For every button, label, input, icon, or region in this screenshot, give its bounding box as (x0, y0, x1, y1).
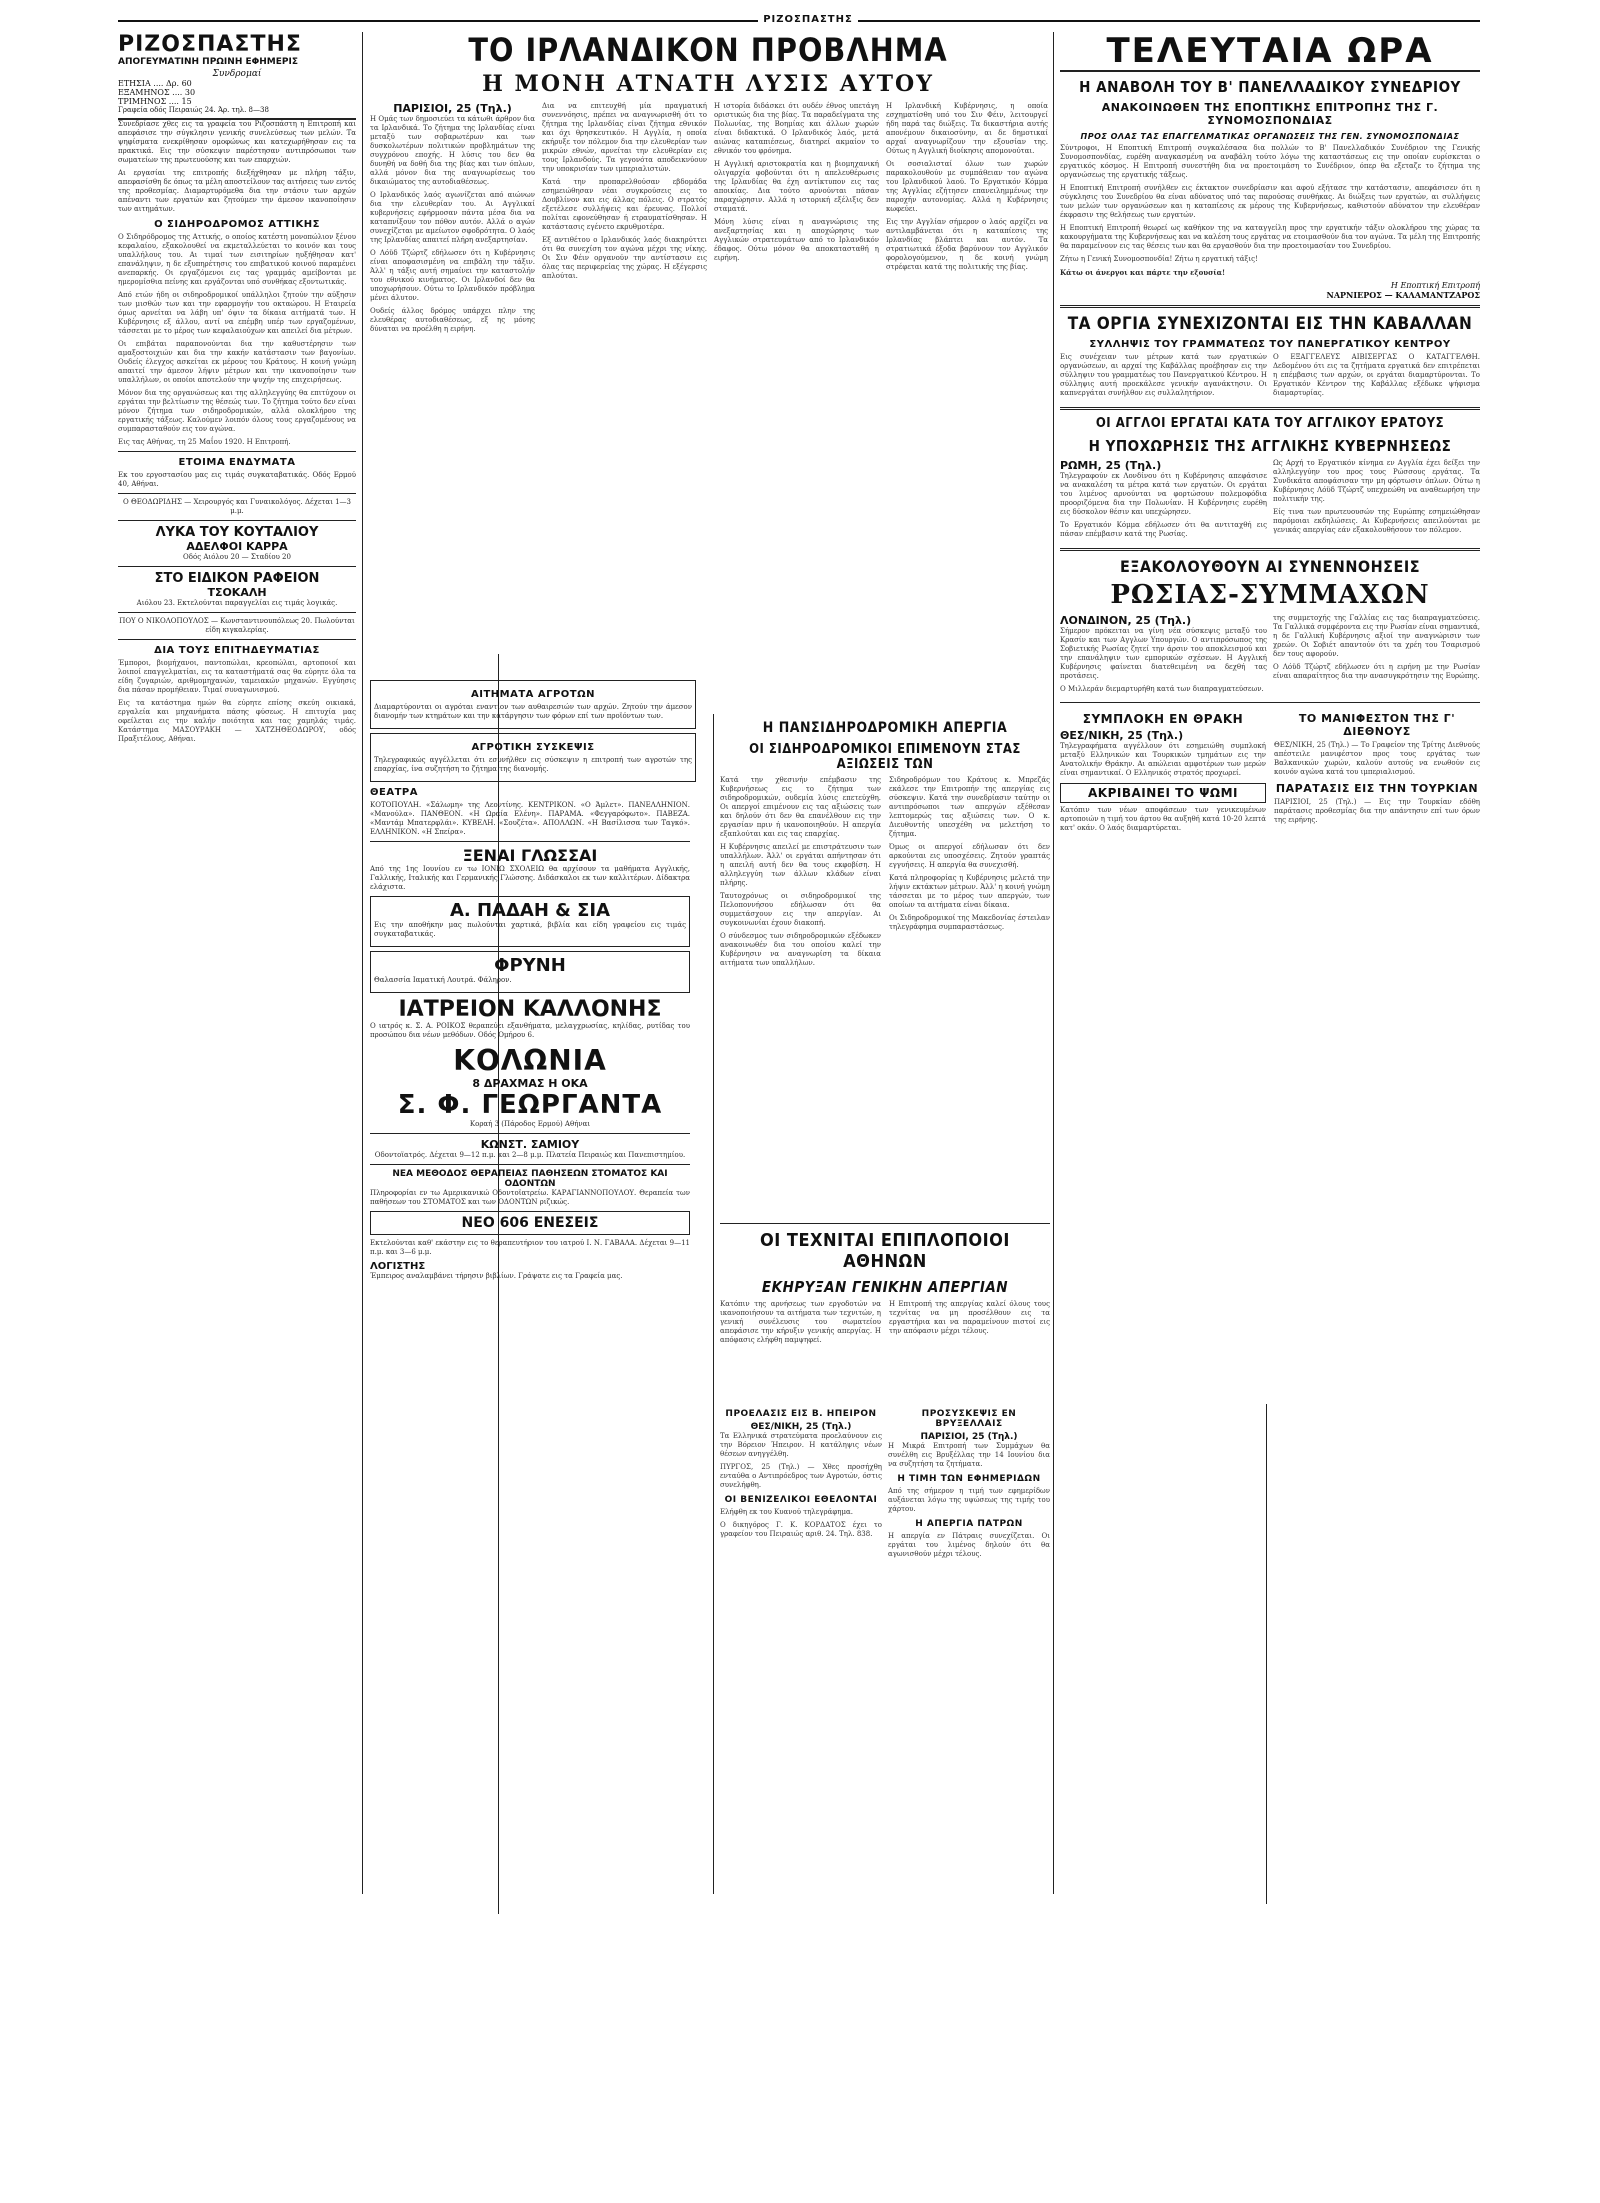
article-body: Ο Λόϋδ Τζώρτζ εδήλωσεν ότι η Κυβέρνησις είναι αποφασισμένη να επιβάλη την τάξιν. Άλλ' η τάξις αυτή σημαίνει την καταστολήν του εθνικού κινήματος. Οι Ιρλανδοί δεν θα υποχωρήσουν. Ούτω το Ιρλανδικόν πρόβλημα μένει άλυτον. (370, 249, 535, 302)
article-body: Ζήτω η Γενική Συνομοσπονδία! Ζήτω η εργατική τάξις! (1060, 255, 1258, 263)
article-body: Τηλεγραφήματα αγγέλλουν ότι εσημειώθη συμπλοκή μεταξύ Ελληνικών και Τουρκικών τμημάτων εις την Ανατολικήν Θράκην. Αι απώλειαι αμφοτέρων των μερών είναι σημαντικαί. Ο Ελληνικός στρατός προχωρεί. (1060, 742, 1266, 777)
lawyer-notice: Ο δικηγόρος Γ. Κ. ΚΟΡΔΑΤΟΣ έχει το γραφείον του Πειραιώς αριθ. 24. Τηλ. 838. (720, 1521, 882, 1538)
article-body: Ο Σιδηρόδρομος της Αττικής, ο οποίος κατέστη μονοπώλιον ξένου κεφαλαίου, εξακολουθεί να εκμεταλλεύεται το κοινόν και τους υπαλλήλους του. Αι τιμαί των εισιτηρίων ηυξήθησαν κατ' επανάληψιν, η δε εξυπηρέτησις του επιβατικού κοινού παραμένει ανεπαρκής. Οι εργαζόμενοι εις τας γραμμάς αμείβονται με ημερομίσθια πείνης και εργάζονται υπό συνθήκας εξοντωτικάς. (118, 233, 356, 286)
section-heading: Η ΑΠΕΡΓΙΑ ΠΑΤΡΩΝ (915, 1519, 1023, 1529)
article-column (1273, 459, 1480, 543)
dateline: ΡΩΜΗ, 25 (Τηλ.) (1060, 459, 1162, 472)
ad-body: Εκ του εργοστασίου μας εις τιμάς συγκαταβατικάς. Οδός Ερμού 40, Αθήναι. (118, 471, 356, 488)
section-heading: ΕΞΑΚΟΛΟΥΘΟΥΝ ΑΙ ΣΥΝΕΝΝΟΗΣΕΙΣ (1119, 557, 1421, 576)
section-heading: ΑΙΤΗΜΑΤΑ ΑΓΡΟΤΩΝ (470, 689, 595, 700)
article-body: Ως Αρχή το Εργατικόν κίνημα εν Αγγλία έχει δείξει την αλληλεγγύην του προς τους Ρώσσους εργάτας. Τα Συνδικάτα αποφάσισαν την μη φόρτωσιν όπλων. Ούτω η Κυβέρνησις Λόϋδ Τζώρτζ υπεχρεώθη να αναθεωρήση την πολιτικήν της. (1273, 459, 1480, 503)
divider (118, 612, 356, 613)
divider (118, 451, 356, 452)
ad-title: ΝΕΑ ΜΕΘΟΔΟΣ ΘΕΡΑΠΕΙΑΣ ΠΑΘΗΣΕΩΝ ΣΤΟΜΑΤΟΣ ΚΑΙ ΟΔΟΝΤΩΝ (392, 1169, 668, 1189)
main-subhead-block (370, 72, 1046, 98)
article-body: Έμποροι, βιομήχανοι, παντοπώλαι, κρεοπώλαι, αρτοποιοί και λοιποί επαγγελματίαι, εις τα καταστήματά σας θα εύρητε όλα τα είδη ζυγαριών, αριθμομηχανών, ταμειακών μηχανών. Εγγύησις δια πάσαν προμήθειαν. Τιμαί συναγωνισμού. (118, 659, 356, 694)
signoff: Κάτω οι άνεργοι και πάρτε την εξουσία! (1060, 268, 1226, 277)
dateline: ΘΕΣ/ΝΙΚΗ, 25 (Τηλ.) (1060, 729, 1184, 742)
subscription-line: ΤΡΙΜΗΝΟΣ .... 15 (118, 97, 192, 106)
article-column (1060, 459, 1267, 543)
divider (370, 841, 690, 842)
ad-box (370, 1211, 690, 1235)
section-heading: ΠΡΟΕΛΑΣΙΣ ΕΙΣ Β. ΗΠΕΙΡΟΝ (725, 1409, 877, 1419)
divider (118, 493, 356, 494)
divider (118, 520, 356, 521)
ad-body: Κοραή 3 (Πάροδος Ερμού) Αθήναι (469, 1120, 591, 1128)
section-heading: ΟΙ ΒΕΝΙΖΕΛΙΚΟΙ ΕΘΕΛΟΝΤΑΙ (724, 1495, 878, 1505)
article-body: Ουδείς άλλος δρόμος υπάρχει πλην της ελευθέρας αυτοδιαθέσεως, εξ ης μόνης δύναται να προέλθη η ειρήνη. (370, 307, 535, 333)
article-body: Κατά πληροφορίας η Κυβέρνησις μελετά την λήψιν εκτάκτων μέτρων. Άλλ' η κοινή γνώμη τάσσεται με το μέρος των απεργών, των οποίων τα αιτήματα είναι δίκαια. (889, 874, 1050, 909)
article-column (888, 1404, 1050, 1563)
main-subhead: Η ΜΟΝΗ ΑΤΝΑΤΗ ΛΥΣΙΣ ΑΥΤΟΥ (482, 71, 934, 97)
article-body: Οι σοσιαλισταί όλων των χωρών παρακολουθούν με συμπάθειαν τον αγώνα του Ιρλανδικού λαού. Το Εργατικόν Κόμμα της Αγγλίας εζήτησεν επανειλημμένως την παροχήν αυτονομίας. Αλλά η Κυβέρνησις κωφεύει. (886, 160, 1048, 213)
section-heading: ΟΙ ΑΓΓΛΟΙ ΕΡΓΑΤΑΙ ΚΑΤΑ ΤΟΥ ΑΓΓΛΙΚΟΥ ΕΡΑΤΟΥΣ (1095, 416, 1445, 431)
article-body: Η Μικρά Επιτροπή των Συμμάχων θα συνέλθη εις Βρυξέλλας την 14 Ιουνίου δια να συζητήση τα ζητήματα. (888, 1442, 1050, 1468)
dateline: ΛΟΝΔΙΝΟΝ, 25 (Τηλ.) (1060, 614, 1192, 627)
article-body: Οι επιβάται παραπονούνται δια την καθυστέρησιν των αμαξοστοιχιών και δια την κακήν κατάστασιν των βαγονίων. Ουδείς έλεγχος ασκείται εκ μέρους του Κράτους. Η κοινή γνώμη απαιτεί την άμεσον λήψιν μέτρων και την ικανοποίησιν των υπαλλήλων, οι οποίοι αποτελούν την ψυχήν της επιχειρήσεως. (118, 340, 356, 384)
article-body: Ταυτοχρόνως οι σιδηροδρομικοί της Πελοποννήσου εδήλωσαν ότι θα συμμετάσχουν εις την απεργίαν. Αι συγκοινωνίαι έχουν διακοπή. (720, 892, 881, 927)
article-body: Μόνον δια της οργανώσεως και της αλληλεγγύης θα επιτύχουν οι εργάται την βελτίωσιν της θέσεώς των. Το ζήτημα τούτο δεν είναι μόνον ζήτημα των σιδηροδρομικών, αλλά ολοκλήρου της εργατικής τάξεως. Καλούμεν λοιπόν όλους τους εργαζομένους να συμπαρασταθούν εις τον αγώνα. (118, 389, 356, 433)
lower-news-block (720, 1404, 1050, 1894)
divider (118, 566, 356, 567)
article-body: Η Κυβέρνησις απειλεί με επιστράτευσιν των υπαλλήλων. Άλλ' οι εργάται απήντησαν ότι η απειλή αυτή δεν θα τους εκφοβίση. Η αλληλεγγύη των άλλων κλάδων είναι πλήρης. (720, 843, 881, 887)
irish-article-col1 (370, 102, 535, 662)
ad-title: ΚΟΛΩΝΙΑ (453, 1044, 607, 1077)
main-headline: ΤΟ ΙΡΛΑΝΔΙΚΟΝ ΠΡΟΒΛΗΜΑ (468, 31, 948, 69)
kavala-columns (1060, 353, 1480, 402)
column-rule (498, 654, 499, 1914)
article-body: Μόνη λύσις είναι η αναγνώρισις της ανεξαρτησίας και η αποχώρησις των Αγγλικών στρατευμάτων από το Ιρλανδικόν έδαφος. Ούτω μόνον θα αποκατασταθή η ειρήνη. (714, 218, 879, 262)
irish-article-col2 (542, 102, 707, 662)
section-heading: Η ΑΝΑΒΟΛΗ ΤΟΥ Β' ΠΑΝΕΛΛΑΔΙΚΟΥ ΣΥΝΕΔΡΙΟΥ (1079, 78, 1461, 96)
article-body: Ο Μιλλεράν διεμαρτυρήθη κατά των διαπραγματεύσεων. (1060, 685, 1264, 693)
article-body: Εις τας Αθήνας, τη 25 Μαΐου 1920. Η Επιτροπή. (118, 438, 291, 446)
ad-title: ΛΥΚΑ ΤΟΥ ΚΟΥΤΑΛΙΟΥ (155, 525, 319, 540)
article-body: Σιδηροδρόμων του Κράτους κ. Μπρεζάς εκάλεσε την Επιτροπήν της απεργίας εις σύσκεψιν. Κατά την συνεδρίασιν ταύτην οι αντιπρόσωποι των απεργών εξέθεσαν λεπτομερώς τας αξιώσεις των. Ο κ. Διευθυντής υπεσχέθη να μελετήση το ζήτημα. (889, 776, 1050, 838)
column-rule (362, 32, 363, 1894)
article-body: Αι εργασίαι της επιτροπής διεξήχθησαν με πλήρη τάξιν, απεφασίσθη δε όπως τα μέλη αποστείλουν τας αιτήσεις των εντός της προθεσμίας. Διαμαρτυρόμεθα δια την στάσιν των αρχών απέναντι των εργατών και ζητούμεν την άμεσον ικανοποίησιν των αιτημάτων. (118, 169, 356, 213)
ad-subtitle: 8 ΔΡΑΧΜΑΣ Η ΟΚΑ (472, 1077, 588, 1090)
theatres-block (370, 787, 690, 837)
dateline: ΠΑΡΙΣΙΟΙ, 25 (Τηλ.) (920, 1432, 1018, 1442)
section-heading: ΟΙ ΤΕΧΝΙΤΑΙ ΕΠΙΠΛΟΠΟΙΟΙ ΑΘΗΝΩΝ (760, 1230, 1010, 1272)
article-column (1060, 707, 1266, 837)
article-body: Σήμερον πρόκειται να γίνη νέα σύσκεψις μεταξύ του Κρασίν και των Αγγλων Υπουργών. Ο αντιπρόσωπος της Σοβιετικής Ρωσίας ζητεί την άρσιν του αποκλεισμού και την επανάληψιν των εμπορικών σχέσεων. Η Αγγλική Κυβέρνησις φαίνεται διατεθειμένη να δεχθή τας προτάσεις. (1060, 627, 1267, 680)
article-body: Τηλεγραφούν εκ Λονδίνου ότι η Κυβέρνησις απεφάσισε να ανακαλέση τα μέτρα κατά των εργατών. Οι εργάται του λιμένος αρνούνται να φορτώσουν πολεμοφόδια προοριζόμενα δια την Πολωνίαν. Η Κυβέρνησις ευρέθη εις δύσκολον θέσιν και υπεχώρησεν. (1060, 472, 1267, 516)
article-body: Από της σήμερον η τιμή των εφημερίδων αυξάνεται λόγω της υψώσεως της τιμής του χάρτου. (888, 1487, 1050, 1513)
article-body: Εξ αντιθέτου ο Ιρλανδικός λαός διακηρύττει ότι θα συνεχίση τον αγώνα μέχρι της νίκης. Οι Σιν Φέιν οργανούν την αντίστασιν εις όλας τας περιφερείας της χώρας. Η εξέγερσις απλούται. (542, 236, 707, 280)
article-body: Οι Σιδηροδρομικοί της Μακεδονίας έστειλαν τηλεγράφημα συμπαραστάσεως. (889, 914, 1051, 931)
article-body: ΘΕΣ/ΝΙΚΗ, 25 (Τηλ.) — Το Γραφείον της Τρίτης Διεθνούς απέστειλε μανιφέστον προς τους εργάτας των Βαλκανικών χωρών, καλούν αυτούς να ενωθούν εις κοινόν αγώνα κατά του ιμπεριαλισμού. (1274, 741, 1480, 776)
article-body: Εις τα κατάστημα ημών θα εύρητε επίσης σκεύη οικιακά, εργαλεία και μηχανήματα πάσης φύσεως. Η επιτυχία μας οφείλεται εις την καλήν ποιότητα και τας χαμηλάς τιμάς. Κατάστημα ΜΑΣΟΥΡΑΚΗ — ΧΑΤΖΗΘΕΟΔΩΡΟΥ, οδός Πραξιτέλους, Αθήναι. (118, 699, 356, 743)
last-hour-headline: ΤΕΛΕΥΤΑΙΑ ΩΡΑ (1060, 32, 1480, 72)
ad-title: ΑΔΕΛΦΟΙ ΚΑΡΡΑ (186, 540, 288, 553)
divider (370, 1133, 690, 1134)
strike-columns (720, 1300, 1050, 1349)
article-body: Ο σύνδεσμος των σιδηροδρομικών εξέδωκεν ανακοινωθέν δια του οποίου καλεί την Κυβέρνησιν να αναγνωρίση τα δίκαια αιτήματα των υπαλλήλων. (720, 932, 881, 967)
article-body: της συμμετοχής της Γαλλίας εις τας διαπραγματεύσεις. Τα Γαλλικά συμφέροντα εις την Ρωσίαν είναι σημαντικά, η δε Γαλλική Κυβέρνησις αξιοί την αναγνώρισιν των χρεών. Οι Σοβιέτ απαντούν ότι τα χρέη του Τσαρισμού δεν τους αφορούν. (1273, 614, 1480, 658)
kolonia-ad (370, 1044, 690, 1129)
section-subheading: ΟΙ ΣΙΔΗΡΟΔΡΟΜΙΚΟΙ ΕΠΙΜΕΝΟΥΝ ΣΤΑΣ ΑΞΙΩΣΕΙΣ ΤΩΝ (749, 742, 1021, 772)
irish-article-col3 (714, 102, 879, 662)
article-body: Κατά την προπαρελθούσαν εβδομάδα εσημειώθησαν νέαι συγκρούσεις εις το Δουβλίνον και εις άλλας πόλεις. Ο στρατός εξετέλεσε συλλήψεις και έρευνας. Πολλοί πολίται εφονεύθησαν ή ετραυματίσθησαν. Η κατάστασις εγένετο εκρυθμοτέρα. (542, 178, 707, 231)
ad-body: Θαλασσία Ιαματική Λουτρά. Φάληρον. (374, 976, 512, 984)
article-body: Η ιστορία διδάσκει ότι ουδέν έθνος υπετάγη οριστικώς δια της βίας. Τα παραδείγματα της Πολωνίας, της Βοημίας και άλλων χωρών είναι διδακτικά. Ο Ιρλανδικός λαός, μετά αιώνας καταπιέσεως, διατηρεί ακμαίον το εθνικόν του φρόνημα. (714, 102, 879, 155)
article-body: Τηλεγραφικώς αγγέλλεται ότι εσυνήλθεν εις σύσκεψιν η επιτροπή των αγροτών της επαρχίας, ίνα συζητήση το ζήτημα της διανομής. (374, 756, 692, 773)
iatreion-ad (370, 997, 690, 1040)
folio: ΡΙΖΟΣΠΑΣΤΗΣ (758, 14, 858, 25)
dateline: ΠΑΡΙΣΙΟΙ, 25 (Τηλ.) (393, 102, 512, 115)
section-heading: Ο ΣΙΔΗΡΟΔΡΟΜΟΣ ΑΤΤΙΚΗΣ (154, 219, 320, 230)
ad-body: Εις την αποθήκην μας πωλούνται χαρτικά, βιβλία και είδη γραφείου εις τιμάς συγκαταβατικάς. (374, 921, 686, 938)
article-column (1060, 614, 1267, 698)
article-body: Από ετών ήδη οι σιδηροδρομικοί υπάλληλοι ζητούν την αύξησιν των μισθών των και την εφαρμογήν του οκταώρου. Η Εταιρεία όμως αρνείται να λάβη υπ' όψιν τα δίκαια αιτήματά των. Η Κυβέρνησις εξ άλλου, αντί να επέμβη υπέρ των εργαζομένων, τάσσεται με το μέρος των κεφαλαιούχων και απειλεί δια μέτρων. (118, 291, 356, 335)
section-subheading: ΑΝΑΚΟΙΝΩΘΕΝ ΤΗΣ ΕΠΟΠΤΙΚΗΣ ΕΠΙΤΡΟΠΗΣ ΤΗΣ Γ. ΣΥΝΟΜΟΣΠΟΝΔΙΑΣ (1101, 101, 1439, 127)
article-body: Κατά την χθεσινήν επέμβασιν της Κυβερνήσεως εις το ζήτημα των σιδηροδρομικών, ουδεμία λύσις επετεύχθη. Οι απεργοί επιμένουν εις τας αξιώσεις των και δηλούν ότι δεν θα επανέλθουν εις την εργασίαν πριν ή ικανοποιηθούν. Η απεργία εξαπλούται και εις τας επαρχίας. (720, 776, 881, 838)
ad-title: Α. ΠΑΔΑΗ & ΣΙΑ (449, 900, 611, 921)
article-body: Η Εποπτική Επιτροπή θεωρεί ως καθήκον της να καταγγείλη προς την εργατικήν τάξιν ολοκλήρου της χώρας τα κακουργήματα της Κυβερνήσεως και να καλέση τους εργάτας να ετοιμασθούν δια τον αγώνα. Τα μέλη της Επιτροπής θα παραμείνουν εις τας θέσεις των και θα εργασθούν δια την προετοιμασίαν του Συνεδρίου. (1060, 224, 1480, 250)
russia-columns (1060, 614, 1480, 698)
article-column (1273, 614, 1480, 698)
article-body: Η Ιρλανδική Κυβέρνησις, η οποία εσχηματίσθη υπό του Σιν Φέιν, λειτουργεί ήδη παρά τας διώξεις. Τα δικαστήρια αυτής απονέμουν δικαιοσύνην, αι δε δημοτικαί αρχαί αναγνωρίζουν την εξουσίαν της. Ούτως η Αγγλική διοίκησις απομονούται. (886, 102, 1048, 155)
ad-title: ΤΣΟΚΑΛΗ (207, 586, 267, 599)
english-columns (1060, 459, 1480, 543)
lower-news-columns (720, 1404, 1050, 1563)
furniture-strike-article (720, 1219, 1050, 1389)
signers: ΝΑΡΝΙΕΡΟΣ — ΚΑΛΑΜΑΝΤΖΑΡΟΣ (1326, 290, 1480, 300)
article-body: ΚΟΤΟΠΟΥΛΗ. «Σάλωμη» της Λεοντίνης. ΚΕΝΤΡΙΚΟΝ. «Ο Άμλετ». ΠΑΝΕΛΛΗΝΙΟΝ. «Μανούλα». ΠΑΝΘΕΟΝ. «Η Ωραία Ελένη». ΠΑΡΑΜΑ. «Φεγγαρόφωτο». ΠΑΒΕΖΑ. «Μαντάμ Μπατερφλάι». ΚΥΒΕΛΗ. «Σουζέτα». ΑΠΟΛΛΩΝ. «Η Βασίλισσα των Ταγκό». ΕΛΛΗΝΙΚΟΝ. «Η Σπείρα». (370, 801, 690, 836)
ad-title: ΝΕΟ 606 ΕΝΕΣΕΙΣ (461, 1215, 599, 1231)
ad-body: Ο ΘΕΟΔΩΡΙΔΗΣ — Χειρουργός και Γυναικολόγος. Δέχεται 1—3 μ.μ. (123, 498, 351, 515)
article-column (720, 1404, 882, 1563)
article-body: Η Αγγλική αριστοκρατία και η βιομηχανική ολιγαρχία φοβούνται ότι η απελευθέρωσις της Ιρλανδίας θα έχη αντίκτυπον εις τας αποικίας. Δια τούτο αρνούνται πάσαν παραχώρησιν. Αλλά η ιστορική εξέλιξις δεν σταματά. (714, 160, 879, 213)
ad-box (370, 896, 690, 947)
bottom-right-columns (1060, 707, 1480, 837)
section-subheading: ΣΥΛΛΗΨΙΣ ΤΟΥ ΓΡΑΜΜΑΤΕΩΣ ΤΟΥ ΠΑΝΕΡΓΑΤΙΚΟΥ ΚΕΝΤΡΟΥ (1089, 339, 1451, 350)
section-subheading: ΠΡΟΣ ΟΛΑΣ ΤΑΣ ΕΠΑΓΓΕΛΜΑΤΙΚΑΣ ΟΡΓΑΝΩΣΕΙΣ ΤΗΣ ΓΕΝ. ΣΥΝΟΜΟΣΠΟΝΔΙΑΣ (1080, 132, 1460, 141)
section-subheading: ΕΚΗΡΥΞΑΝ ΓΕΝΙΚΗΝ ΑΠΕΡΓΙΑΝ (761, 1278, 1009, 1296)
column-rule (1053, 32, 1054, 1894)
ad-body: Έμπειρος αναλαμβάνει τήρησιν βιβλίων. Γράψατε εις τα Γραφεία μας. (370, 1272, 623, 1280)
article-body: Συνεδρίασε χθες εις τα γραφεία του Ριζοσπάστη η Επιτροπή και απεφάσισε την σύγκλησιν γενικής συνελεύσεως των μελών. Τα ψηφίσματα ενεκρίθησαν ομοφώνως και κατεχωρήθησαν εις τα πρακτικά. Εις την σύσκεψιν παρέστησαν αντιπρόσωποι των σωματείων της πρωτευούσης και των επαρχιών. (118, 120, 356, 164)
divider (1060, 548, 1480, 551)
article-body: Δια να επιτευχθή μία πραγματική συνεννόησις, πρέπει να αναγνωρισθή ότι το ζήτημα της Ιρλανδίας είναι ζήτημα εθνικόν και όχι θρησκευτικόν. Η Αγγλία, η οποία εκήρυξε τον πόλεμον δια την ελευθερίαν των μικρών εθνών, αρνείται την ελευθερίαν εις τους Ιρλανδούς. Τα γεγονότα αποδεικνύουν την υποκρισίαν των ιμπεριαλιστών. (542, 102, 707, 173)
section-heading: Η ΠΑΝΣΙΔΗΡΟΔΡΟΜΙΚΗ ΑΠΕΡΓΙΑ (762, 720, 1008, 736)
subscription-line: ΕΞΑΜΗΝΟΣ .... 30 (118, 88, 196, 97)
ad-title: ΣΤΟ ΕΙΔΙΚΟΝ ΡΑΦΕΙΟΝ (154, 571, 320, 586)
article-body: Σύντροφοι, Η Εποπτική Επιτροπή συγκαλέσασα δια πολλών το Β' Πανελλαδικόν Συνέδριον της Γενικής Συνομοσπονδίας, ευρέθη αναγκασμένη να αναβάλη τούτο λόγω της καταστάσεως εις την οποίαν ευρίσκεται ο εργατικός κόσμος. Η Επιτροπή συνεστήθη δια να προετοιμάση το Συνέδριον, όπερ θα εξεταζε το ζήτημα της οργανώσεως της εργατικής τάξεως. (1060, 144, 1480, 179)
ad-body: Ο ιατρός κ. Σ. Α. ΡΟΙΚΟΣ θεραπεύει εξανθήματα, μελαγχρωσίας, κηλίδας, ρυτίδας του προσώπου δια νέων μεθόδων. Οδός Ομήρου 6. (370, 1022, 690, 1039)
masthead-subtitle: ΑΠΟΓΕΥΜΑΤΙΝΗ ΠΡΩΙΝΗ ΕΦΗΜΕΡΙΣ (118, 57, 299, 67)
dateline: ΘΕΣ/ΝΙΚΗ, 25 (Τηλ.) (750, 1422, 852, 1432)
notices-column (370, 676, 692, 1876)
office-address: Γραφεία οδός Πειραιώς 24. Άρ. τηλ. 8—38 (118, 106, 269, 114)
divider (1060, 305, 1480, 308)
divider (1060, 407, 1480, 410)
strike-columns (720, 776, 1050, 972)
article-body: Ο ΕΞΑΓΓΕΛΕΥΣ ΑΙΒΙΣΕΡΓΑΣ Ο ΚΑΤΑΓΓΕΛΘΗ. Δεδομένου ότι εις τα ζητήματα εργατικά δεν επιτρέπεται η επέμβασις των αρχών, οι εργάται διαμαρτύρονται. Το Εργατικόν Κέντρον της Καβάλλας εξέδωκε ψήφισμα διαμαρτυρίας. (1273, 353, 1480, 397)
article-body: Εις συνέχειαν των μέτρων κατά των εργατικών οργανώσεων, αι αρχαί της Καβάλλας προέβησαν εις την σύλληψιν του γραμματέως του Πανεργατικού Κέντρου. Η σύλληψις αυτή προεκάλεσε γενικήν αγανάκτησιν. Οι καπνεργάται συνήλθον εις συλλαλητήριον. (1060, 353, 1267, 397)
section-heading: ΠΑΡΑΤΑΣΙΣ ΕΙΣ ΤΗΝ ΤΟΥΡΚΙΑΝ (1275, 782, 1479, 795)
article-body: Ο Ιρλανδικός λαός αγωνίζεται από αιώνων δια την ελευθερίαν του. Αι Αγγλικαί κυβερνήσεις εφήρμοσαν πάντα μέσα δια να καταπνίξουν τον πόθον αυτόν. Αλλά ο αγών συνεχίζεται με αμείωτον σφοδρότητα. Ο λαός της Ιρλανδίας απαιτεί πλήρη ανεξαρτησίαν. (370, 191, 535, 244)
ad-body: Οδοντοϊατρός. Δέχεται 9—12 π.μ. και 2—8 μ.μ. Πλατεία Πειραιώς και Πανεπιστημίου. (374, 1151, 686, 1159)
ad-body: ΠΟΥ Ο ΝΙΚΟΛΟΠΟΥΛΟΣ — Κωνσταντινουπόλεως 20. Πωλούνται είδη κιγκαλερίας. (119, 617, 355, 634)
ad-title: ΛΟΓΙΣΤΗΣ (370, 1261, 426, 1272)
notice-box (370, 733, 696, 782)
article-column (720, 776, 881, 972)
article-body: Η Επιτροπή της απεργίας καλεί όλους τους τεχνίτας να μη προσέλθουν εις τα εργαστήρια και να παραμείνουν πιστοί εις την απόφασιν μέχρι τέλους. (889, 1300, 1050, 1335)
article-body: Η απεργία εν Πάτραις συνεχίζεται. Οι εργάται του λιμένος δηλούν ότι θα αγωνισθούν μέχρι τέλους. (888, 1532, 1050, 1558)
section-heading: ΑΓΡΟΤΙΚΗ ΣΥΣΚΕΨΙΣ (471, 742, 595, 753)
masthead (118, 32, 356, 120)
ad-title: Σ. Φ. ΓΕΩΡΓΑΝΤΑ (397, 1090, 663, 1120)
article-body: Διαμαρτύρονται οι αγρόται εναντίον των αυθαιρεσιών των αρχών. Ζητούν την άμεσον διανομήν των κτημάτων και την κατάργησιν των φόρων επί των προϊόντων των. (374, 703, 692, 720)
section-heading: ΠΡΟΣΥΣΚΕΨΙΣ ΕΝ ΒΡΥΞΕΛΛΑΙΣ (921, 1409, 1017, 1429)
article-body: ΠΥΡΓΟΣ, 25 (Τηλ.) — Χθες προσήχθη ενταύθα ο Αντιπρόεδρος των Αγροτών, όστις συνελήφθη. (720, 1463, 882, 1489)
divider (118, 639, 356, 640)
section-subheading: Η ΥΠΟΧΩΡΗΣΙΣ ΤΗΣ ΑΓΓΛΙΚΗΣ ΚΥΒΕΡΝΗΣΕΩΣ (1088, 437, 1452, 455)
ad-body: Αιόλου 23. Εκτελούνται παραγγελίαι εις τιμάς λογικάς. (136, 599, 338, 607)
ad-title: ΙΑΤΡΕΙΟΝ ΚΑΛΛΟΝΗΣ (398, 997, 662, 1022)
article-body: Το Εργατικόν Κόμμα εδήλωσεν ότι θα αντιταχθή εις πάσαν επέμβασιν κατά της Ρωσίας. (1060, 521, 1267, 538)
rail-strike-article (720, 714, 1050, 1214)
right-column (1060, 32, 1480, 1894)
subscriptions-title: Συνδρομαί (212, 69, 262, 79)
newspaper-page (118, 14, 1480, 1894)
divider (720, 1223, 1050, 1224)
article-body: Είς τινα των πρωτευουσών της Ευρώπης εσημειώθησαν παρόμοιαι εκδηλώσεις. Αι Κυβερνήσεις απειλούνται με γενικάς απεργίας εάν εξακολουθήσουν τον πόλεμον. (1273, 508, 1480, 534)
section-heading: Η ΤΙΜΗ ΤΩΝ ΕΦΗΜΕΡΙΔΩΝ (897, 1474, 1041, 1484)
section-heading: ΔΙΑ ΤΟΥΣ ΕΠΙΤΗΔΕΥΜΑΤΙΑΣ (154, 645, 320, 656)
section-heading: ΞΕΝΑΙ ΓΛΩΣΣΑΙ (462, 846, 598, 865)
left-column (118, 32, 356, 1894)
article-body: ΠΑΡΙΣΙΟΙ, 25 (Τηλ.) — Εις την Τουρκίαν εδόθη παράτασις προθεσμίας δια την απάντησιν επί των όρων της ειρήνης. (1274, 798, 1480, 824)
section-heading: ΕΤΟΙΜΑ ΕΝΔΥΜΑΤΑ (178, 457, 296, 468)
column-rule (713, 714, 714, 1894)
article-body: Κατόπιν των νέων αποφάσεων των γενικευμένων αρτοποιών η τιμή του άρτου θα αυξηθή κατά 10-20 λεπτά κατ' οκάν. Ο λαός διαμαρτύρεται. (1060, 806, 1266, 832)
article-body: Εις την Αγγλίαν σήμερον ο λαός αρχίζει να αντιλαμβάνεται ότι η καταπίεσις της Ιρλανδίας βλάπτει και αυτόν. Τα στρατιωτικά έξοδα βαρύνουν τον Αγγλικόν φορολογούμενον, η δε κοινή γνώμη στρέφεται κατά της πολιτικής της βίας. (886, 218, 1048, 271)
article-body: Ο Λόϋδ Τζώρτζ εδήλωσεν ότι η ειρήνη με την Ρωσίαν είναι απαραίτητος δια την ανασυγκρότησιν της Ευρώπης. (1273, 663, 1480, 680)
section-heading: ΤΑ ΟΡΓΙΑ ΣΥΝΕΧΙΖΟΝΤΑΙ ΕΙΣ ΤΗΝ ΚΑΒΑΛΛΑΝ (1067, 314, 1473, 334)
masthead-title: ΡΙΖΟΣΠΑΣΤΗΣ (118, 32, 302, 57)
article-column (889, 776, 1050, 972)
article-body: Κατόπιν της αρνήσεως των εργοδοτών να ικανοποιήσουν τα αιτήματα των τεχνιτών, η γενική συνέλευσις του σωματείου απεφάσισε την κήρυξιν γενικής απεργίας. Η απόφασις ελήφθη παμψηφεί. (720, 1300, 881, 1344)
article-body: Η Ομάς των δημοσιεύει τα κάτωθι άρθρον δια τα Ιρλανδικά. Το ζήτημα της Ιρλανδίας είναι μεταξύ των σοβαρωτέρων και των δυσκολωτέρων πολιτικών προβλημάτων της συγχρόνου εποχής. Η λύσις του δεν θα δυνηθή να δοθή δια της βίας και των όπλων, αλλά μόνον δια της αναγνωρίσεως του δικαιώματος της αυτοδιαθέσεως. (370, 115, 535, 186)
article-body: Από της 1ης Ιουνίου εν τω ΙΟΝΙΩ ΣΧΟΛΕΙΩ θα αρχίσουν τα μαθήματα Αγγλικής, Γαλλικής, Ιταλικής και Γερμανικής Γλώσσης. Διδάσκαλοι εκ των καλλιτέρων. Δίδακτρα ελάχιστα. (370, 865, 690, 891)
section-heading: ΤΟ ΜΑΝΙΦΕΣΤΟΝ ΤΗΣ Γ' ΔΙΕΘΝΟΥΣ (1298, 712, 1456, 738)
signature: Η Εποπτική Επιτροπή (1390, 281, 1480, 290)
article-body: Όμως οι απεργοί εδήλωσαν ότι δεν αρκούνται εις υποσχέσεις. Ζητούν γραπτάς εγγυήσεις. Η απεργία θα συνεχισθή. (889, 843, 1050, 869)
article-body: Τα Ελληνικά στρατεύματα προελαύνουν εις την Βόρειον Ήπειρον. Η κατάληψις νέων θέσεων ανηγγέλθη. (720, 1432, 882, 1458)
ad-title: ΦΡΥΝΗ (494, 955, 566, 976)
section-heading: ΣΥΜΠΛΟΚΗ ΕΝ ΘΡΑΚΗ (1082, 712, 1244, 726)
ad-box (370, 951, 690, 993)
section-heading: ΡΩΣΙΑΣ-ΣΥΜΜΑΧΩΝ (1110, 580, 1430, 610)
section-heading: ΘΕΑΤΡΑ (370, 787, 418, 798)
article-body: Η Εποπτική Επιτροπή συνήλθεν εις έκτακτον συνεδρίασιν και αφού εξήτασε την κατάστασιν, απεφάσισεν ότι η σύγκλησις του Συνεδρίου θα είναι αδύνατος υπό τας παρούσας συνθήκας. Αι διώξεις των εργατών, αι συλλήψεις των μελών των οργανώσεων και η καταπίεσις εκ μέρους της Κυβερνήσεως, καθιστούν αδύνατον την ελευθέραν έκφρασιν της θελήσεως των εργατών. (1060, 184, 1480, 219)
ad-body: Εκτελούνται καθ' εκάστην εις το θεραπευτήριον του ιατρού Ι. Ν. ΓΑΒΑΛΑ. Δέχεται 9—11 π.μ. και 3—6 μ.μ. (370, 1239, 690, 1256)
notice-box (370, 680, 696, 729)
irish-article-col4 (886, 102, 1048, 662)
section-heading: ΑΚΡΙΒΑΙΝΕΙ ΤΟ ΨΩΜΙ (1060, 783, 1266, 803)
ad-body: Οδός Αιόλου 20 — Σταδίου 20 (183, 553, 291, 561)
ad-title: ΚΩΝΣΤ. ΣΑΜΙΟΥ (480, 1138, 580, 1151)
article-column (1274, 707, 1480, 837)
signature-block (1060, 281, 1480, 300)
subscription-line: ΕΤΗΣΙΑ .... Δρ. 60 (118, 79, 192, 88)
divider (370, 1164, 690, 1165)
article-body: Ελήφθη εκ του Κυανού τηλεγράφημα. (720, 1508, 853, 1516)
divider (1060, 702, 1480, 703)
ad-body: Πληροφορίαι εν τω Αμερικανικώ Οδοντοϊατρείω. ΚΑΡΑΓΙΑΝΝΟΠΟΥΛΟΥ. Θεραπεία των παθήσεων του ΣΤΟΜΑΤΟΣ και των ΟΔΟΝΤΩΝ ριζικώς. (370, 1189, 690, 1206)
